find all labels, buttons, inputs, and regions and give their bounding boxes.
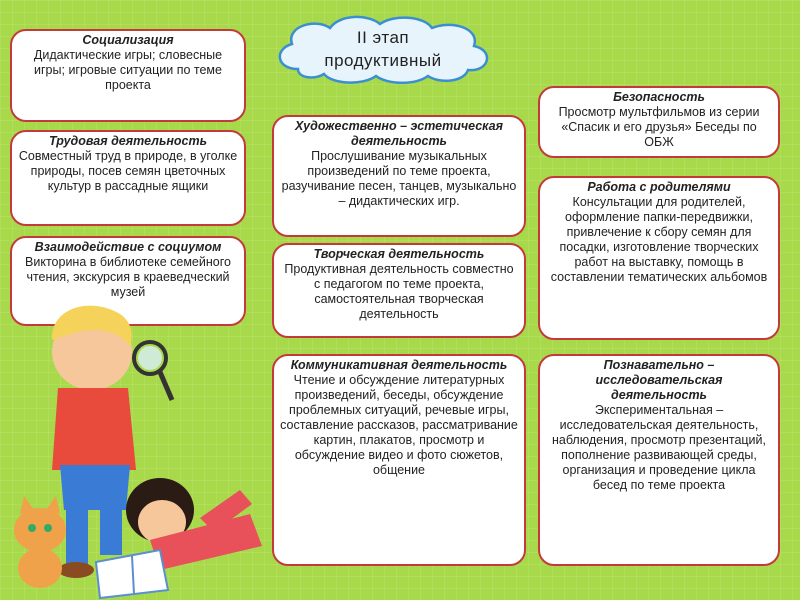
stage-line2: продуктивный: [324, 51, 442, 70]
box-title: Художественно – эстетическая деятельность: [294, 119, 503, 148]
box-text: Просмотр мультфильмов из серии «Спасик и его друзья» Беседы по ОБЖ: [558, 105, 760, 149]
box-text: Викторина в библиотеке семейного чтения, экскурсия в краеведческий музей: [25, 255, 231, 299]
children-illustration: [0, 300, 270, 600]
box-title: Творческая деятельность: [313, 247, 485, 261]
box-text: Дидактические игры; словесные игры; игровые ситуации по теме проекта: [33, 48, 223, 92]
box-title: Трудовая деятельность: [48, 134, 208, 148]
box-title: Социализация: [82, 33, 174, 47]
stage-cloud: [268, 14, 498, 84]
box-safety: [538, 86, 780, 158]
box-title: Взаимодействие с социумом: [34, 240, 222, 254]
box-text: Прослушивание музыкальных произведений по теме проекта, разучивание песен, танцев, музыкально – дидактических игр.: [281, 149, 517, 208]
box-research: [538, 354, 780, 566]
stage-line1: II этап: [356, 28, 410, 47]
box-title: Безопасность: [613, 90, 705, 104]
box-labor: [10, 130, 246, 226]
box-creative: [272, 243, 526, 338]
box-text: Совместный труд в природе, в уголке природы, посев семян цветочных культур в рассадные ящики: [18, 149, 238, 193]
box-socialization: [10, 29, 246, 122]
box-communicative: [272, 354, 526, 566]
box-text: Продуктивная деятельность совместно с педагогом по теме проекта, самостоятельная творческая деятельность: [284, 262, 514, 321]
box-parents: [538, 176, 780, 340]
box-title: Коммуникативная деятельность: [290, 358, 508, 372]
box-text: Экспериментальная – исследовательская деятельность, наблюдения, просмотр презентаций, пополнение развивающей среды, организация и проведение цикла бесед по теме проекта: [551, 403, 766, 492]
kitten-figure: [14, 496, 66, 588]
box-text: Консультации для родителей, оформление папки-передвижки, привлечение к сбору семян для посадки, изготовление творческих работ на выставку, помощь в составлении тематических альбомов: [550, 195, 768, 284]
box-title: Работа с родителями: [587, 180, 731, 194]
box-title: Познавательно – исследовательская деятельность: [595, 358, 723, 402]
box-art: [272, 115, 526, 237]
box-text: Чтение и обсуждение литературных произведений, беседы, обсуждение проблемных ситуаций, речевые игры, составление рассказов, рассматривание картин, плакатов, просмотр и обсуждение видео и фото сюжетов, общение: [280, 373, 518, 477]
